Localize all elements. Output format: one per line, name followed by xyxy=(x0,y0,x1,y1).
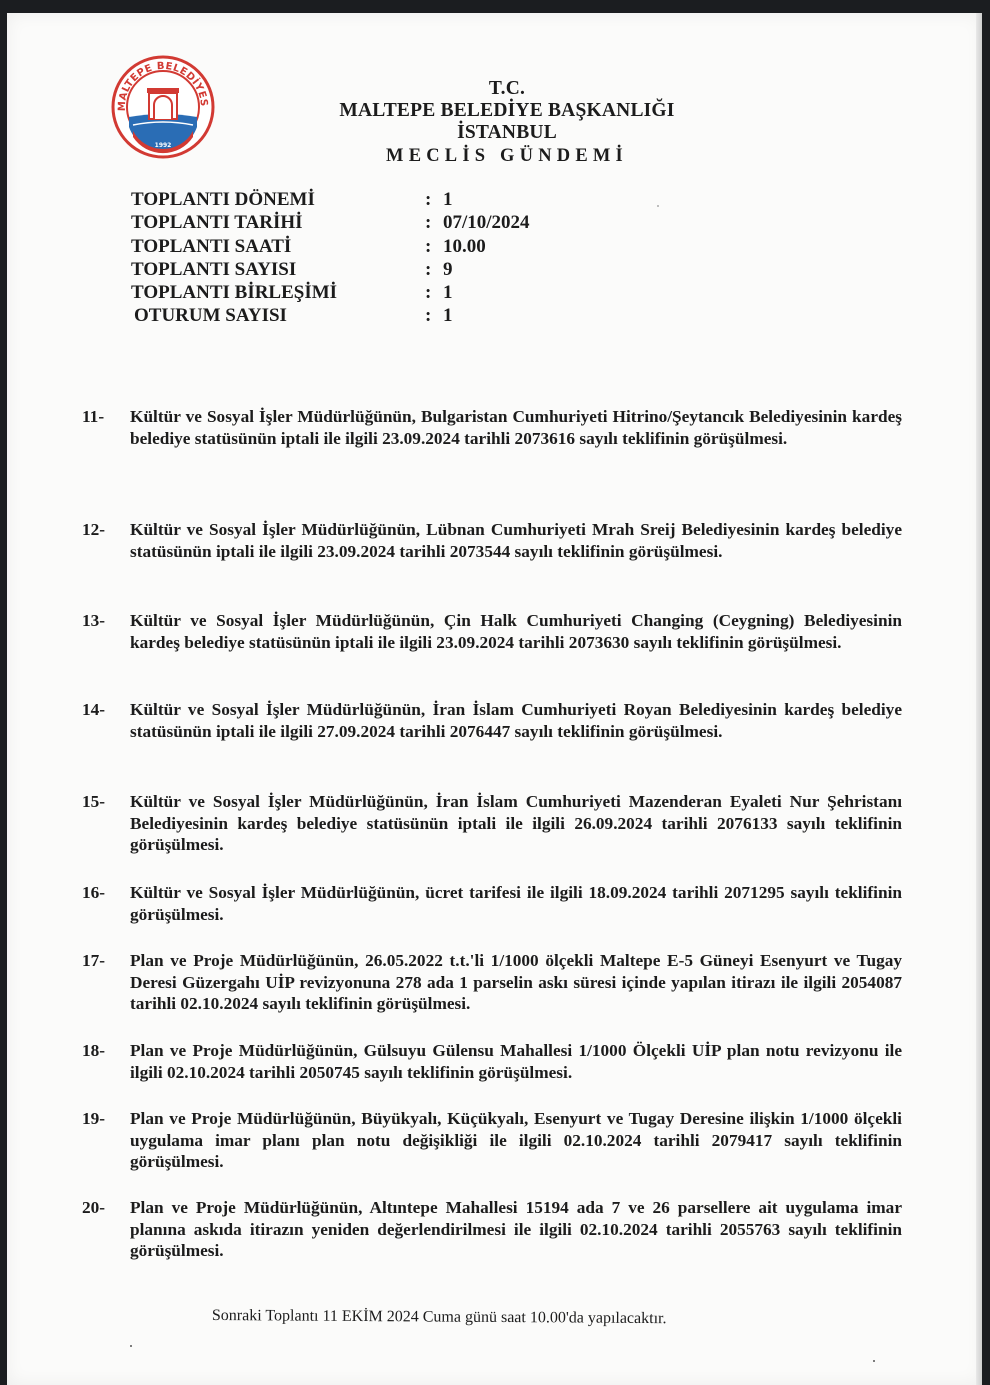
meeting-info-value: 1 xyxy=(443,305,453,327)
header-tc: T.C. xyxy=(488,78,526,99)
meeting-info-row xyxy=(131,235,631,258)
agenda-item-number: 15- xyxy=(82,792,106,811)
meeting-info-value: 1 xyxy=(443,282,453,304)
meeting-info-colon: : xyxy=(425,212,432,234)
meeting-info-colon: : xyxy=(425,305,432,327)
header-agenda-title: MECLİS GÜNDEMİ xyxy=(386,146,628,166)
agenda-item xyxy=(82,406,902,449)
meeting-info-row xyxy=(131,304,631,327)
agenda-item xyxy=(82,950,902,1015)
meeting-info-label: OTURUM SAYISI xyxy=(134,305,287,327)
agenda-item xyxy=(82,882,902,925)
maltepe-municipality-logo xyxy=(111,55,215,159)
meeting-info-label: TOPLANTI SAATİ xyxy=(131,235,292,257)
agenda-item-text: Kültür ve Sosyal İşler Müdürlüğünün, Lübnan Cumhuriyeti Mrah Sreij Belediyesinin kardeş belediye statüsünün iptali ile ilgili 23.09.2024 tarihli 2073544 sayılı teklifinin görüşülmesi. xyxy=(130,520,902,561)
meeting-info xyxy=(131,188,631,328)
logo-arc-text: MALTEPE BELEDİYES xyxy=(116,60,210,112)
agenda-item-number: 12- xyxy=(82,520,106,539)
agenda-item-text: Kültür ve Sosyal İşler Müdürlüğünün, ücret tarifesi ile ilgili 18.09.2024 tarihli 2071295 sayılı teklifinin görüşülmesi. xyxy=(130,883,902,924)
logo-year: 1992 xyxy=(154,142,172,149)
agenda-item xyxy=(82,699,902,742)
meeting-info-row xyxy=(131,258,631,281)
agenda-item-text: Kültür ve Sosyal İşler Müdürlüğünün, Çin Halk Cumhuriyeti Changing (Ceygning) Belediyesinin kardeş belediye statüsünün iptali ile ilgili 23.09.2024 tarihli 2073630 sayılı teklifinin görüşülmesi. xyxy=(130,611,902,652)
meeting-info-row xyxy=(131,211,631,234)
agenda-item-text: Plan ve Proje Müdürlüğünün, Gülsuyu Gülensu Mahallesi 1/1000 Ölçekli UİP plan notu revizyonu ile ilgili 02.10.2024 tarihli 2050745 sayılı teklifinin görüşülmesi. xyxy=(130,1041,902,1082)
agenda-item-number: 14- xyxy=(82,700,106,719)
header-city: İSTANBUL xyxy=(457,122,557,143)
document-header xyxy=(307,78,707,167)
scan-speck xyxy=(657,205,659,207)
meeting-info-label: TOPLANTI TARİHİ xyxy=(131,212,303,234)
scan-speck xyxy=(130,1345,132,1347)
agenda-item-text: Kültür ve Sosyal İşler Müdürlüğünün, Bulgaristan Cumhuriyeti Hitrino/Şeytancık Belediyesinin kardeş belediye statüsünün iptali ile ilgili 23.09.2024 tarihli 2073616 sayılı teklifinin görüşülmesi. xyxy=(130,407,902,448)
page-edge-shadow xyxy=(976,13,982,1385)
agenda-item-number: 11- xyxy=(82,407,105,426)
meeting-info-colon: : xyxy=(425,235,432,257)
meeting-info-colon: : xyxy=(425,282,432,304)
meeting-info-colon: : xyxy=(425,258,432,280)
header-municipality: MALTEPE BELEDİYE BAŞKANLIĞI xyxy=(339,100,675,121)
meeting-info-colon: : xyxy=(425,189,432,210)
agenda-item xyxy=(82,1040,902,1083)
agenda-item-number: 19- xyxy=(82,1109,106,1128)
agenda-item-number: 17- xyxy=(82,951,106,970)
document-page xyxy=(7,13,982,1385)
meeting-info-row xyxy=(131,281,631,304)
agenda-item-number: 13- xyxy=(82,611,106,630)
meeting-info-value: 10.00 xyxy=(443,235,486,257)
next-meeting-note: Sonraki Toplantı 11 EKİM 2024 Cuma günü saat 10.00'da yapılacaktır. xyxy=(211,1307,667,1328)
agenda-item-text: Plan ve Proje Müdürlüğünün, Altıntepe Mahallesi 15194 ada 7 ve 26 parsellere ait uygulama imar planına askıda itirazın yeniden değerlendirilmesi ile ilgili 02.10.2024 tarihli 2055763 sayılı teklifinin görüşülmesi. xyxy=(130,1198,902,1260)
agenda-item-number: 18- xyxy=(82,1041,106,1060)
agenda-item-text: Kültür ve Sosyal İşler Müdürlüğünün, İran İslam Cumhuriyeti Mazenderan Eyaleti Nur Şehristanı Belediyesinin kardeş belediye statüsünün iptali ile ilgili 26.09.2024 tarihli 2076133 sayılı teklifinin görüşülmesi. xyxy=(130,792,902,854)
agenda-item xyxy=(82,519,902,562)
agenda-item xyxy=(82,1197,902,1262)
meeting-info-value: 9 xyxy=(443,258,453,280)
agenda-item-text: Plan ve Proje Müdürlüğünün, 26.05.2022 t.t.'li 1/1000 ölçekli Maltepe E-5 Güneyi Esenyurt ve Tugay Deresi Güzergahı UİP revizyonuna 278 ada 1 parselin askı süresi içinde yapılan itirazı ile ilgili 2054087 tarihli 02.10.2024 sayılı teklifinin görüşülmesi. xyxy=(130,951,902,1013)
meeting-info-label: TOPLANTI DÖNEMİ xyxy=(131,189,315,210)
meeting-info-label: TOPLANTI SAYISI xyxy=(131,258,297,280)
meeting-info-value: 07/10/2024 xyxy=(443,212,530,234)
meeting-info-label: TOPLANTI BİRLEŞİMİ xyxy=(131,282,338,304)
agenda-item xyxy=(82,610,902,653)
scan-speck xyxy=(873,1360,875,1362)
agenda-item-number: 16- xyxy=(82,883,106,902)
agenda-item xyxy=(82,1108,902,1173)
agenda-item-text: Plan ve Proje Müdürlüğünün, Büyükyalı, Küçükyalı, Esenyurt ve Tugay Deresine ilişkin 1/1000 ölçekli uygulama imar planı plan notu değişikliği ile ilgili 02.10.2024 tarihli 2079417 sayılı teklifinin görüşülmesi. xyxy=(130,1109,902,1171)
meeting-info-row xyxy=(131,188,631,211)
agenda-item-text: Kültür ve Sosyal İşler Müdürlüğünün, İran İslam Cumhuriyeti Royan Belediyesinin kardeş belediye statüsünün iptali ile ilgili 27.09.2024 tarihli 2076447 sayılı teklifinin görüşülmesi. xyxy=(130,700,902,741)
agenda-item-number: 20- xyxy=(82,1198,106,1217)
agenda-item xyxy=(82,791,902,856)
meeting-info-value: 1 xyxy=(443,189,453,210)
